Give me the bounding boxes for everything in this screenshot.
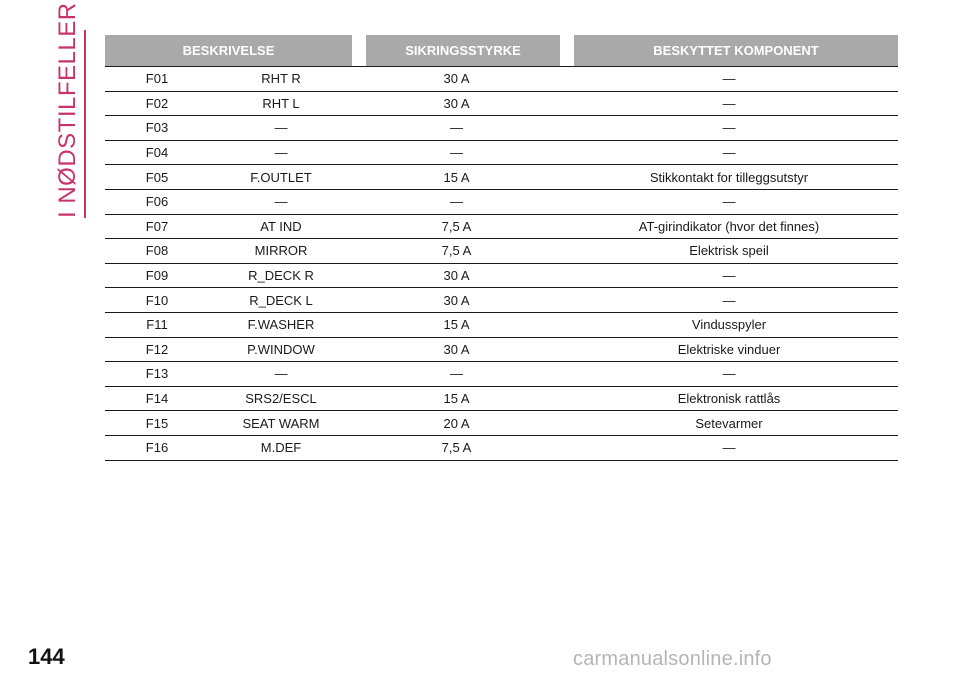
protected-component: — (722, 120, 736, 136)
fuse-code: F.WASHER (247, 317, 315, 333)
fuse-id: F03 (145, 120, 169, 136)
table-body (105, 66, 898, 461)
fuse-code: — (274, 120, 288, 136)
protected-component: Elektronisk rattlås (677, 391, 781, 407)
fuse-code: — (274, 366, 288, 382)
protected-component: Stikkontakt for tilleggsutstyr (649, 169, 809, 185)
table-row (105, 116, 898, 141)
fuse-id: F11 (146, 317, 168, 333)
fuse-rating: 30 A (443, 268, 470, 284)
header-beskyttet-komponent: BESKYTTET KOMPONENT (574, 35, 898, 66)
fuse-code: — (274, 145, 288, 161)
protected-component: — (722, 366, 736, 382)
protected-component: Vindusspyler (691, 317, 767, 333)
fuse-code: R_DECK L (249, 292, 313, 308)
table-row (105, 362, 898, 387)
fuse-rating: 7,5 A (441, 440, 472, 456)
protected-component: Elektrisk speil (689, 243, 769, 259)
fuse-id: F10 (145, 292, 169, 308)
fuse-rating: 20 A (443, 415, 470, 431)
table-row (105, 436, 898, 461)
fuse-code: R_DECK R (248, 268, 314, 284)
fuse-rating: 30 A (443, 292, 470, 308)
protected-component: — (722, 268, 736, 284)
fuse-code: AT IND (260, 218, 302, 234)
fuse-code: SEAT WARM (242, 415, 320, 431)
fuse-rating: 15 A (443, 391, 470, 407)
protected-component: — (722, 440, 736, 456)
table-row (105, 411, 898, 436)
table-row (105, 313, 898, 338)
protected-component: — (722, 95, 736, 111)
protected-component: Setevarmer (695, 415, 763, 431)
fuse-id: F14 (145, 391, 169, 407)
fuse-code: M.DEF (260, 440, 302, 456)
fuse-id: F12 (145, 341, 169, 357)
fuse-id: F02 (145, 95, 169, 111)
protected-component: — (722, 71, 736, 87)
header-beskrivelse: BESKRIVELSE (105, 35, 352, 66)
page-number: 144 (28, 644, 65, 669)
table-row (105, 141, 898, 166)
fuse-code: F.OUTLET (250, 169, 312, 185)
section-title-text: I NØDSTILFELLER (54, 2, 81, 218)
table-row (105, 66, 898, 92)
fuse-rating: 15 A (443, 317, 470, 333)
fuse-rating: 30 A (443, 71, 470, 87)
table-row (105, 264, 898, 289)
table-row (105, 215, 898, 240)
table-header (105, 35, 898, 66)
fuse-id: F15 (145, 415, 169, 431)
fuse-rating: — (450, 194, 463, 210)
fuse-id: F13 (145, 366, 169, 382)
protected-component: — (722, 145, 736, 161)
fuse-id: F07 (145, 218, 169, 234)
fuse-id: F06 (145, 194, 169, 210)
fuse-rating: — (450, 366, 463, 382)
fuse-id: F04 (145, 145, 169, 161)
table-row (105, 338, 898, 363)
fuse-rating: 15 A (443, 169, 470, 185)
header-sikringsstyrke: SIKRINGSSTYRKE (366, 35, 560, 66)
fuse-id: F08 (145, 243, 169, 259)
table-row (105, 165, 898, 190)
fuse-rating: 7,5 A (441, 218, 472, 234)
fuse-rating: — (450, 120, 463, 136)
fuse-id: F09 (145, 268, 169, 284)
fuse-code: RHT R (261, 71, 301, 87)
fuse-id: F01 (145, 71, 169, 87)
protected-component: Elektriske vinduer (677, 341, 781, 357)
fuse-code: MIRROR (254, 243, 308, 259)
fuse-rating: — (450, 145, 463, 161)
table-row (105, 190, 898, 215)
fuse-id: F16 (145, 440, 169, 456)
table-row (105, 288, 898, 313)
fuse-rating: 30 A (443, 95, 470, 111)
fuse-code: — (274, 194, 288, 210)
fuse-code: SRS2/ESCL (245, 391, 317, 407)
fuse-table (105, 35, 898, 461)
protected-component: AT-girindikator (hvor det finnes) (638, 218, 820, 234)
protected-component: — (722, 194, 736, 210)
table-row (105, 239, 898, 264)
fuse-rating: 30 A (443, 341, 470, 357)
table-row (105, 387, 898, 412)
section-divider (84, 30, 86, 218)
protected-component: — (722, 292, 736, 308)
fuse-code: P.WINDOW (247, 341, 315, 357)
watermark: carmanualsonline.info (573, 648, 772, 670)
fuse-id: F05 (145, 169, 169, 185)
table-row (105, 92, 898, 117)
fuse-rating: 7,5 A (441, 243, 472, 259)
fuse-code: RHT L (262, 95, 300, 111)
